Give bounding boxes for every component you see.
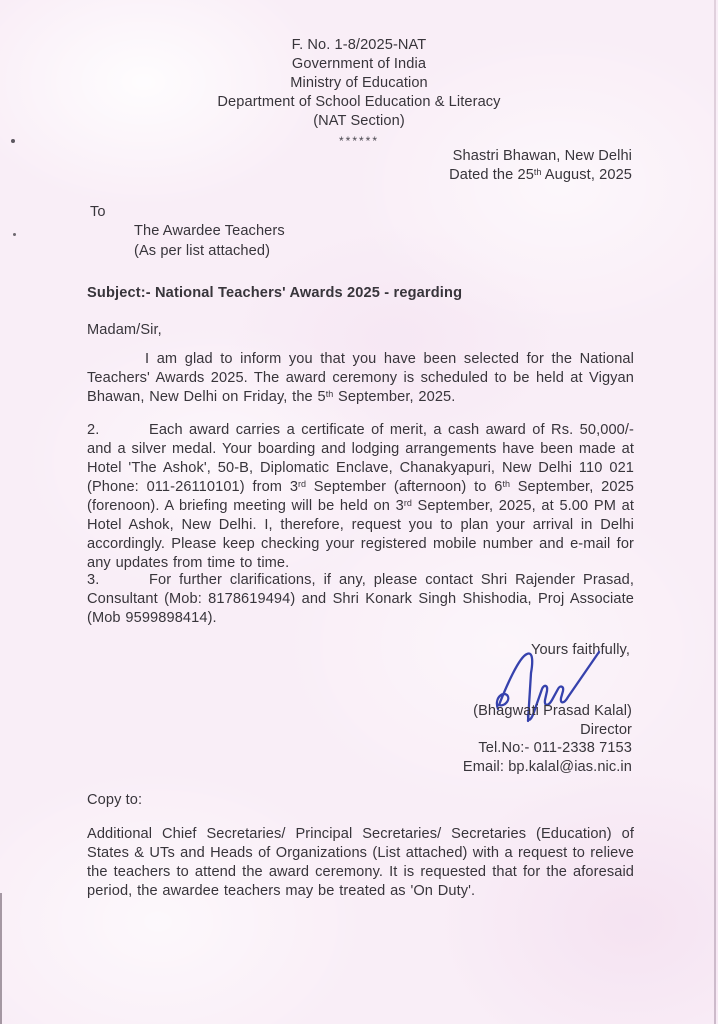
paragraph-2 bbox=[87, 421, 634, 573]
org-line-section: (NAT Section) bbox=[313, 113, 405, 129]
signatory-designation: Director bbox=[580, 721, 632, 738]
recipient-block bbox=[134, 222, 285, 261]
subject-line: Subject:- National Teachers' Awards 2025 - regarding bbox=[87, 285, 463, 301]
closing-salutation: Yours faithfully, bbox=[530, 642, 630, 658]
copy-to-paragraph: Additional Chief Secretaries/ Principal Secretaries/ Secretaries (Education) of States & UTs and Heads of Organizations (List attached) with a request to relieve the teachers to attend the award ceremony. It is requested that for the aforesaid period, the awardee teachers may be treated as 'On Duty'. bbox=[87, 826, 634, 899]
greeting: Madam/Sir, bbox=[87, 322, 162, 338]
signatory-block bbox=[463, 702, 632, 776]
recipient-line: The Awardee Teachers bbox=[134, 223, 285, 239]
date-line: Dated the 25th August, 2025 bbox=[449, 167, 632, 183]
paragraph-1-text: I am glad to inform you that you have been selected for the National Teachers' Awards 2025. The award ceremony is scheduled to be held at Vigyan Bhawan, New Delhi on Friday, the 5th September, 2025. bbox=[87, 351, 634, 405]
signatory-name: (Bhagwati Prasad Kalal) bbox=[473, 703, 632, 719]
org-line-department: Department of School Education & Literacy bbox=[217, 94, 501, 110]
paragraph-2-text: Each award carries a certificate of merit, a cash award of Rs. 50,000/- and a silver medal. Your boarding and lodging arrangements have been made at Hotel 'The Ashok', 50-B, Diplomatic Enclave, Chanakyapuri, New Delhi 110 021 (Phone: 011-26110101) from 3rd September (afternoon) to 6th September, 2025 (forenoon). A briefing meeting will be held on 3rd September, 2025, at 5.00 PM at Hotel Ashok, New Delhi. I, therefore, request you to plan your arrival in Delhi accordingly. Please keep checking your registered mobile number and e-mail for any updates from time to time. bbox=[87, 422, 634, 571]
paragraph-3-text: For further clarifications, if any, please contact Shri Rajender Prasad, Consultant (Mob: 8178619494) and Shri Konark Singh Shishodia, Proj Associate (Mob 9599898414). bbox=[87, 572, 634, 626]
file-number: F. No. 1-8/2025-NAT bbox=[291, 37, 427, 53]
letterhead bbox=[0, 36, 718, 151]
paragraph-1 bbox=[87, 350, 634, 407]
copy-to-label: Copy to: bbox=[87, 792, 143, 808]
org-line-government: Government of India bbox=[291, 56, 427, 72]
letterhead-separator: ****** bbox=[338, 134, 380, 148]
scan-edge-right bbox=[714, 0, 716, 1024]
paragraph-2-number: 2. bbox=[87, 422, 100, 438]
scan-speck bbox=[13, 233, 16, 236]
org-line-ministry: Ministry of Education bbox=[290, 75, 428, 91]
scan-speck bbox=[11, 139, 15, 143]
paragraph-3-number: 3. bbox=[87, 572, 100, 588]
to-label: To bbox=[90, 204, 106, 220]
recipient-line: (As per list attached) bbox=[134, 242, 271, 259]
paragraph-3 bbox=[87, 571, 634, 628]
place-line: Shastri Bhawan, New Delhi bbox=[452, 148, 632, 164]
signatory-email: Email: bp.kalal@ias.nic.in bbox=[462, 758, 632, 775]
dateline-block bbox=[449, 147, 632, 185]
scan-edge-left bbox=[0, 893, 2, 1024]
signatory-phone: Tel.No:- 011-2338 7153 bbox=[478, 740, 632, 757]
